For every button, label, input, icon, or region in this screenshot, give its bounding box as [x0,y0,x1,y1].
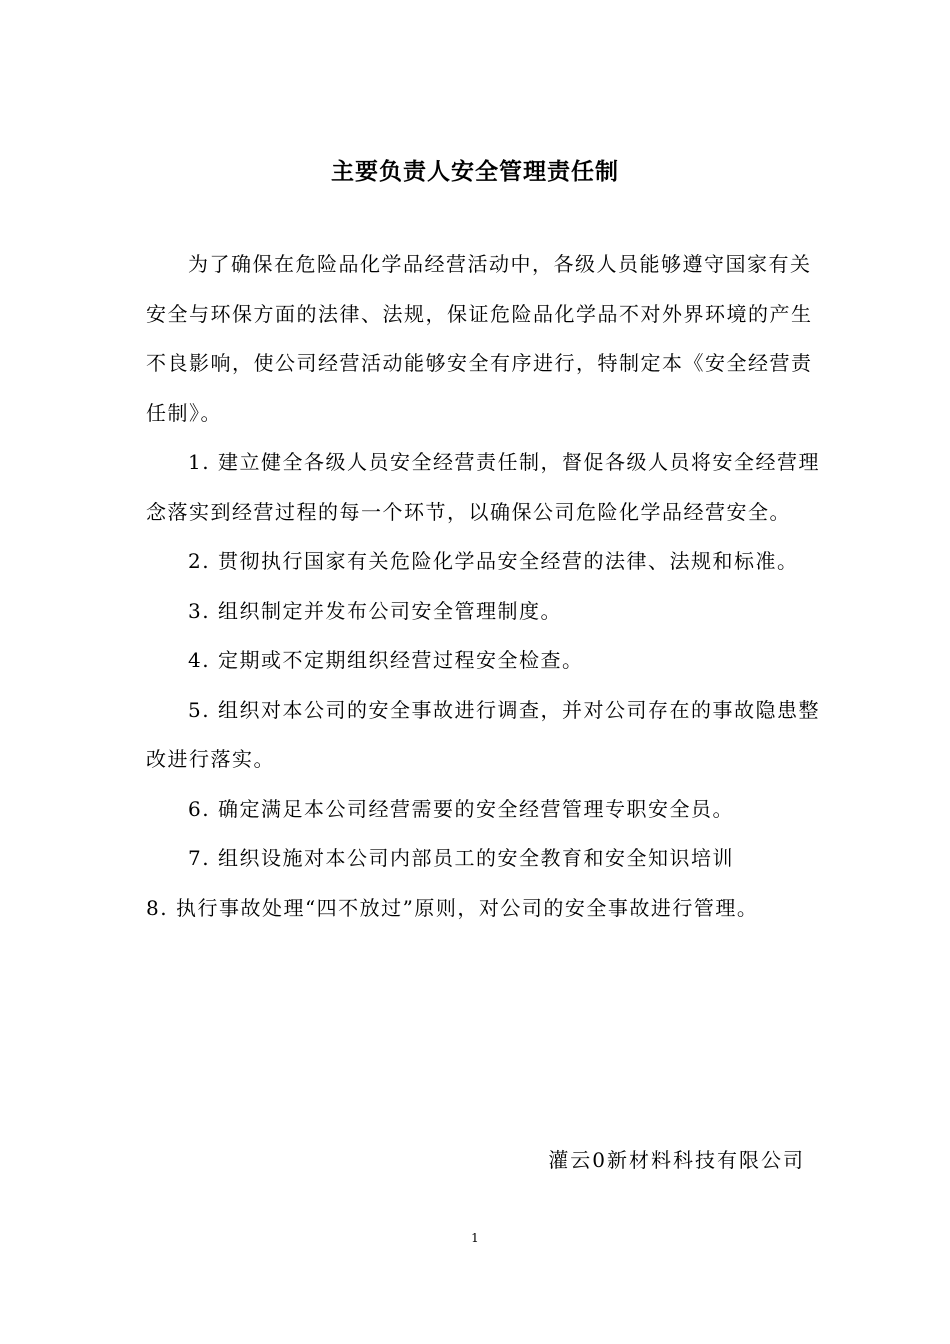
company-signature: 灌云0新材料科技有限公司 [548,1148,805,1172]
clause-7: 7. 组织设施对本公司内部员工的安全教育和安全知识培训 [188,846,734,870]
page-number: 1 [471,1231,479,1245]
document-title: 主要负责人安全管理责任制 [331,159,619,185]
intro-paragraph: 为了确保在危险品化学品经营活动中，各级人员能够遵守国家有关安全与环保方面的法律、法规，保证危险品化学品不对外界环境的产生不良影响，使公司经营活动能够安全有序进行，特制定本《安全经营责任制》。 [146,252,813,425]
clause-5: 5. 组织对本公司的安全事故进行调查，并对公司存在的事故隐患整改进行落实。 [146,697,820,771]
clause-3: 3. 组织制定并发布公司安全管理制度。 [188,598,562,623]
document-body [146,240,820,933]
clause-2: 2. 贯彻执行国家有关危险化学品安全经营的法律、法规和标准。 [188,549,799,573]
clause-8: 8. 执行事故处理“四不放过”原则，对公司的安全事故进行管理。 [146,895,759,920]
clause-6: 6. 确定满足本公司经营需要的安全经营管理专职安全员。 [188,796,734,821]
clause-4: 4. 定期或不定期组织经营过程安全检查。 [188,648,584,672]
clause-1: 1. 建立健全各级人员安全经营责任制，督促各级人员将安全经营理念落实到经营过程的每一个环节，以确保公司危险化学品经营安全。 [146,450,820,524]
